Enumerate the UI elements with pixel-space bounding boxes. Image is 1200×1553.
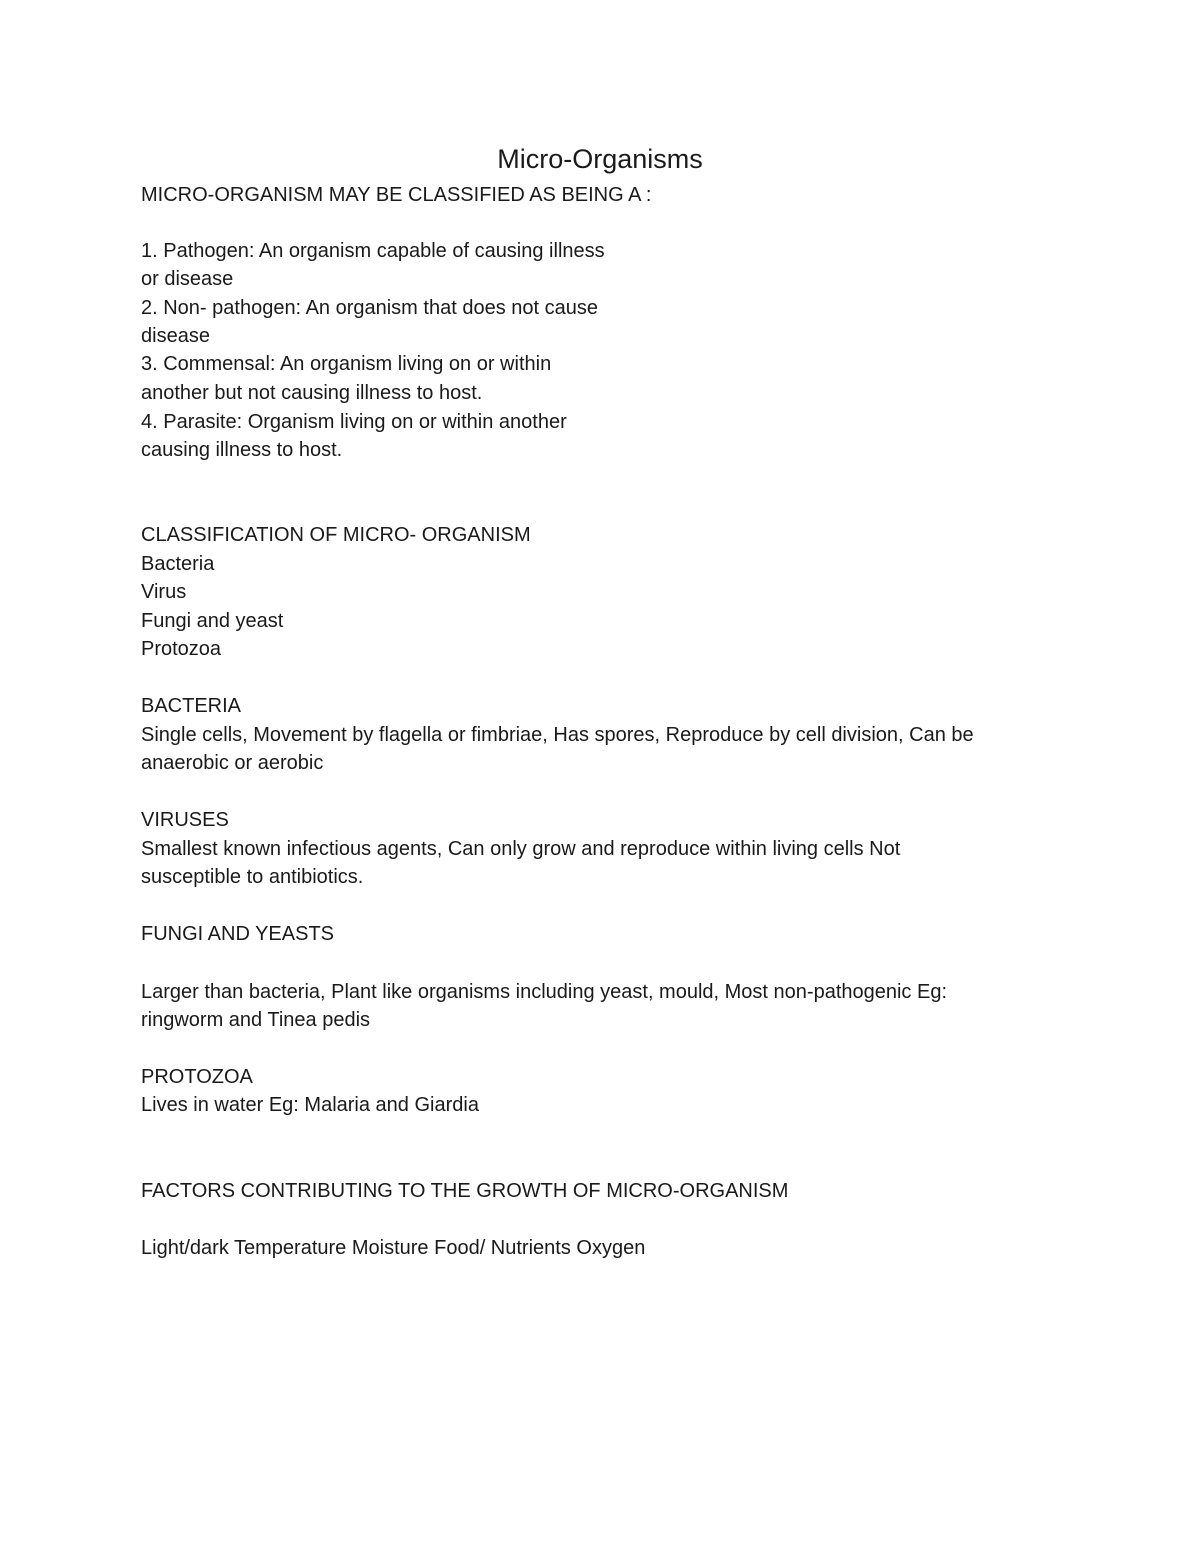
bacteria-heading: BACTERIA (141, 695, 242, 717)
type-parasite-line-2: causing illness to host. (141, 439, 343, 461)
protozoa-heading: PROTOZOA (141, 1066, 253, 1088)
classification-item-bacteria: Bacteria (141, 553, 215, 575)
intro-heading: MICRO-ORGANISM MAY BE CLASSIFIED AS BEING A : (141, 184, 652, 206)
fungi-text-line-2: ringworm and Tinea pedis (141, 1009, 371, 1031)
type-non-pathogen-line-1: 2. Non- pathogen: An organism that does not cause (141, 297, 598, 319)
viruses-text-line-1: Smallest known infectious agents, Can only grow and reproduce within living cells Not (141, 838, 901, 860)
type-commensal-line-2: another but not causing illness to host. (141, 382, 483, 404)
classification-item-virus: Virus (141, 581, 187, 603)
viruses-text-line-2: susceptible to antibiotics. (141, 866, 364, 888)
protozoa-text-line-1: Lives in water Eg: Malaria and Giardia (141, 1094, 479, 1116)
type-non-pathogen-line-2: disease (141, 325, 210, 347)
type-pathogen-line-1: 1. Pathogen: An organism capable of causing illness (141, 240, 605, 262)
type-pathogen-line-2: or disease (141, 268, 234, 290)
type-commensal-line-1: 3. Commensal: An organism living on or within (141, 353, 552, 375)
bacteria-text-line-1: Single cells, Movement by flagella or fimbriae, Has spores, Reproduce by cell division, Can be (141, 724, 974, 746)
fungi-text-line-1: Larger than bacteria, Plant like organisms including yeast, mould, Most non-pathogenic Eg: (141, 981, 948, 1003)
fungi-heading: FUNGI AND YEASTS (141, 923, 335, 945)
viruses-heading: VIRUSES (141, 809, 229, 831)
classification-item-protozoa: Protozoa (141, 638, 222, 660)
bacteria-text-line-2: anaerobic or aerobic (141, 752, 324, 774)
document-title: Micro-Organisms (497, 144, 703, 174)
type-parasite-line-1: 4. Parasite: Organism living on or within another (141, 411, 567, 433)
classification-item-fungi: Fungi and yeast (141, 610, 284, 632)
factors-heading: FACTORS CONTRIBUTING TO THE GROWTH OF MICRO-ORGANISM (141, 1180, 789, 1202)
factors-text-line-1: Light/dark Temperature Moisture Food/ Nutrients Oxygen (141, 1237, 646, 1259)
classification-heading: CLASSIFICATION OF MICRO- ORGANISM (141, 524, 531, 546)
